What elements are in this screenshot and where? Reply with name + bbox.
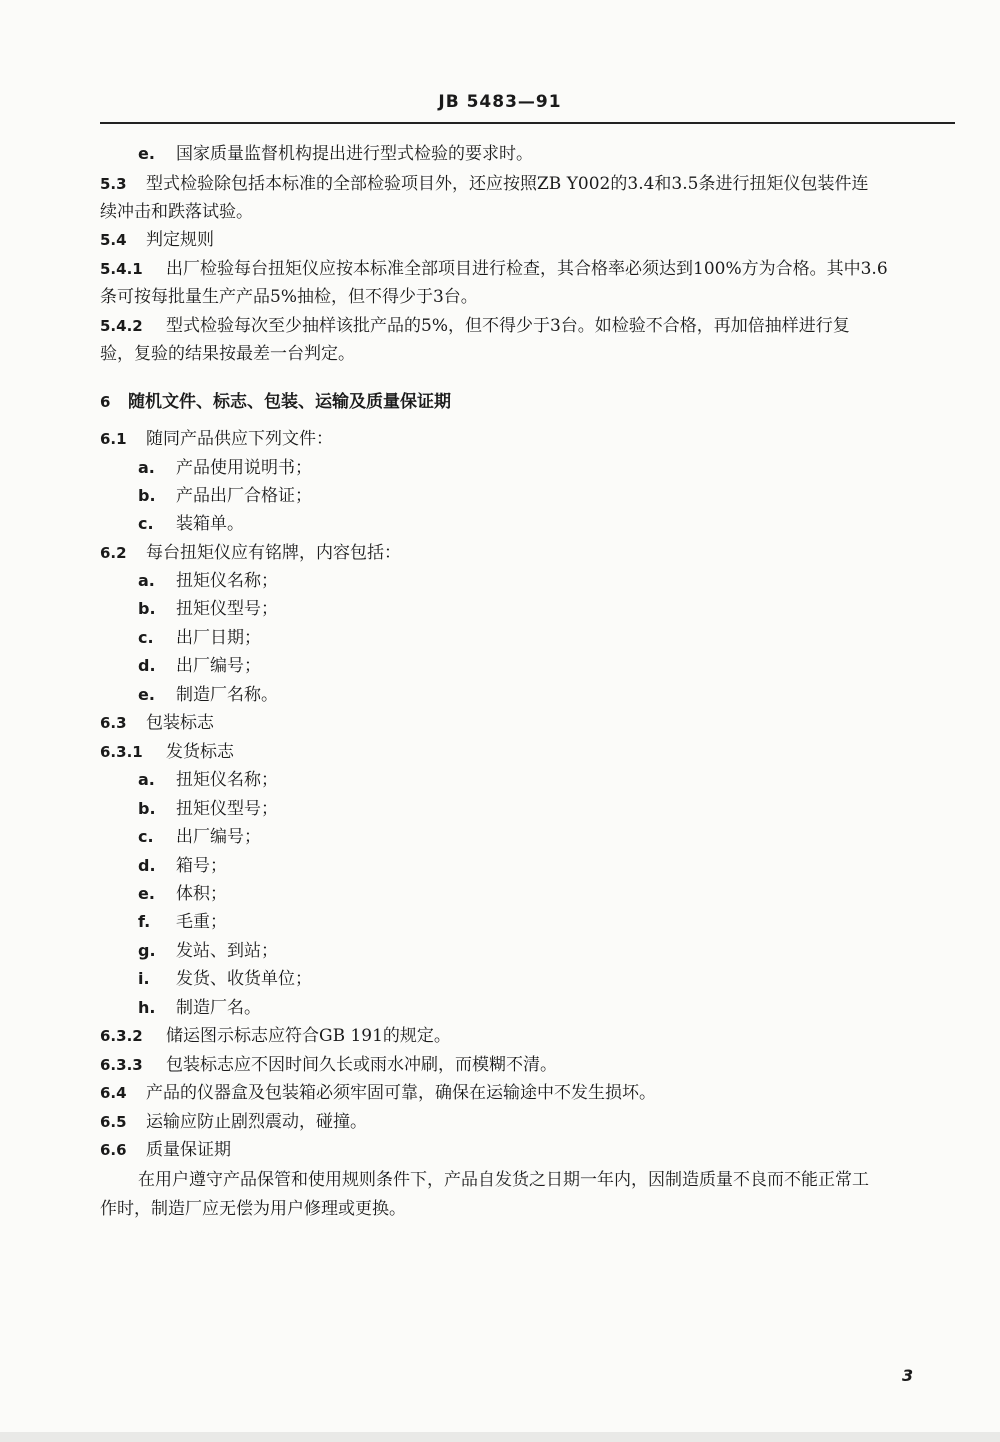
list-item [138,684,998,706]
item-text: 箱号； [176,856,227,876]
clause-number: 6.1 [100,430,127,448]
clause-number: 6.3.3 [100,1056,143,1074]
list-item [138,570,998,592]
item-text: 制造厂名。 [176,998,261,1018]
clause-6-3-2 [100,1025,960,1047]
clause-6-2 [100,542,960,564]
clause-text: 包装标志 [146,713,214,733]
clause-number: 6.3.2 [100,1027,143,1045]
clause-text: 型式检验除包括本标准的全部检验项目外，还应按照ZB Y002的3.4和3.5条进行扭矩仪包装件连 [146,174,869,194]
list-item [138,940,998,962]
item-letter: f. [138,912,151,931]
clause-text: 条可按每批量生产产品5%抽检，但不得少于3台。 [100,287,478,307]
item-text: 毛重； [176,912,227,932]
list-item [138,968,998,990]
clause-number: 5.3 [100,175,127,193]
clause-text: 产品的仪器盒及包装箱必须牢固可靠，确保在运输途中不发生损坏。 [146,1083,656,1103]
item-text: 国家质量监督机构提出进行型式检验的要求时。 [176,144,533,164]
section-6-heading [100,391,960,413]
clause-number: 5.4 [100,231,127,249]
clause-5-3 [100,173,960,195]
item-letter: i. [138,969,150,988]
clause-number: 6.2 [100,544,127,562]
scan-edge [0,1432,1000,1442]
clause-text: 出厂检验每台扭矩仪应按本标准全部项目进行检查，其合格率必须达到100%方为合格。其中3.6 [166,259,888,279]
clause-6-5 [100,1111,960,1133]
clause-text: 储运图示标志应符合GB 191的规定。 [166,1026,451,1046]
list-item [138,513,998,535]
header-rule [100,122,955,124]
item-letter: b. [138,799,156,818]
item-text: 出厂编号； [176,656,261,676]
clause-text: 随同产品供应下列文件： [146,429,333,449]
section-title: 随机文件、标志、包装、运输及质量保证期 [128,392,451,412]
list-item [138,855,998,877]
clause-5-4 [100,229,960,251]
item-letter: d. [138,656,156,675]
page-number: 3 [902,1366,914,1385]
clause-6-3-1 [100,741,960,763]
clause-continuation [100,286,960,308]
item-letter: e. [138,144,155,163]
paragraph-text: 作时，制造厂应无偿为用户修理或更换。 [100,1199,406,1219]
item-text: 发货、收货单位； [176,969,312,989]
clause-number: 6.3 [100,714,127,732]
clause-text: 包装标志应不因时间久长或雨水冲刷，而模糊不清。 [166,1055,557,1075]
clause-text: 型式检验每次至少抽样该批产品的5%，但不得少于3台。如检验不合格，再加倍抽样进行复 [166,316,850,336]
clause-text: 验，复验的结果按最差一台判定。 [100,344,355,364]
clause-text: 质量保证期 [146,1140,231,1160]
item-text: 制造厂名称。 [176,685,278,705]
item-text: 产品出厂合格证； [176,486,312,506]
item-letter: e. [138,884,155,903]
item-text: 扭矩仪名称； [176,571,278,591]
item-letter: g. [138,941,156,960]
page-header: JB 5483—91 [438,92,562,112]
list-item [138,997,998,1019]
list-item [138,911,998,933]
clause-number: 6.6 [100,1141,127,1159]
clause-continuation [100,201,960,223]
item-text: 出厂编号； [176,827,261,847]
clause-text: 发货标志 [166,742,234,762]
paragraph-line [100,1198,960,1220]
item-letter: c. [138,628,154,647]
list-item [138,627,998,649]
paragraph-line [138,1169,998,1191]
clause-6-3-3 [100,1054,960,1076]
clause-number: 5.4.2 [100,317,143,335]
list-item [138,143,998,165]
clause-text: 运输应防止剧烈震动，碰撞。 [146,1112,367,1132]
item-letter: b. [138,599,156,618]
clause-text: 判定规则 [146,230,214,250]
list-item [138,769,998,791]
item-text: 扭矩仪型号； [176,799,278,819]
list-item [138,883,998,905]
list-item [138,485,998,507]
item-text: 出厂日期； [176,628,261,648]
item-text: 扭矩仪名称； [176,770,278,790]
item-text: 体积； [176,884,227,904]
clause-5-4-1 [100,258,960,280]
clause-6-3 [100,712,960,734]
item-letter: c. [138,827,154,846]
item-letter: a. [138,571,155,590]
list-item [138,798,998,820]
clause-5-4-2 [100,315,960,337]
item-letter: h. [138,998,156,1017]
clause-6-1 [100,428,960,450]
clause-number: 6.3.1 [100,743,143,761]
item-letter: d. [138,856,156,875]
clause-text: 每台扭矩仪应有铭牌，内容包括： [146,543,401,563]
list-item [138,826,998,848]
item-text: 扭矩仪型号； [176,599,278,619]
clause-number: 6.5 [100,1113,127,1131]
list-item [138,598,998,620]
clause-6-6 [100,1139,960,1161]
item-text: 装箱单。 [176,514,244,534]
section-number: 6 [100,393,111,411]
list-item [138,655,998,677]
item-letter: a. [138,458,155,477]
clause-text: 续冲击和跌落试验。 [100,202,253,222]
list-item [138,457,998,479]
item-letter: a. [138,770,155,789]
item-letter: b. [138,486,156,505]
item-letter: e. [138,685,155,704]
paragraph-text: 在用户遵守产品保管和使用规则条件下，产品自发货之日期一年内，因制造质量不良而不能正常工 [138,1170,869,1190]
clause-number: 5.4.1 [100,260,143,278]
item-text: 产品使用说明书； [176,458,312,478]
clause-6-4 [100,1082,960,1104]
item-text: 发站、到站； [176,941,278,961]
item-letter: c. [138,514,154,533]
clause-number: 6.4 [100,1084,127,1102]
clause-continuation [100,343,960,365]
